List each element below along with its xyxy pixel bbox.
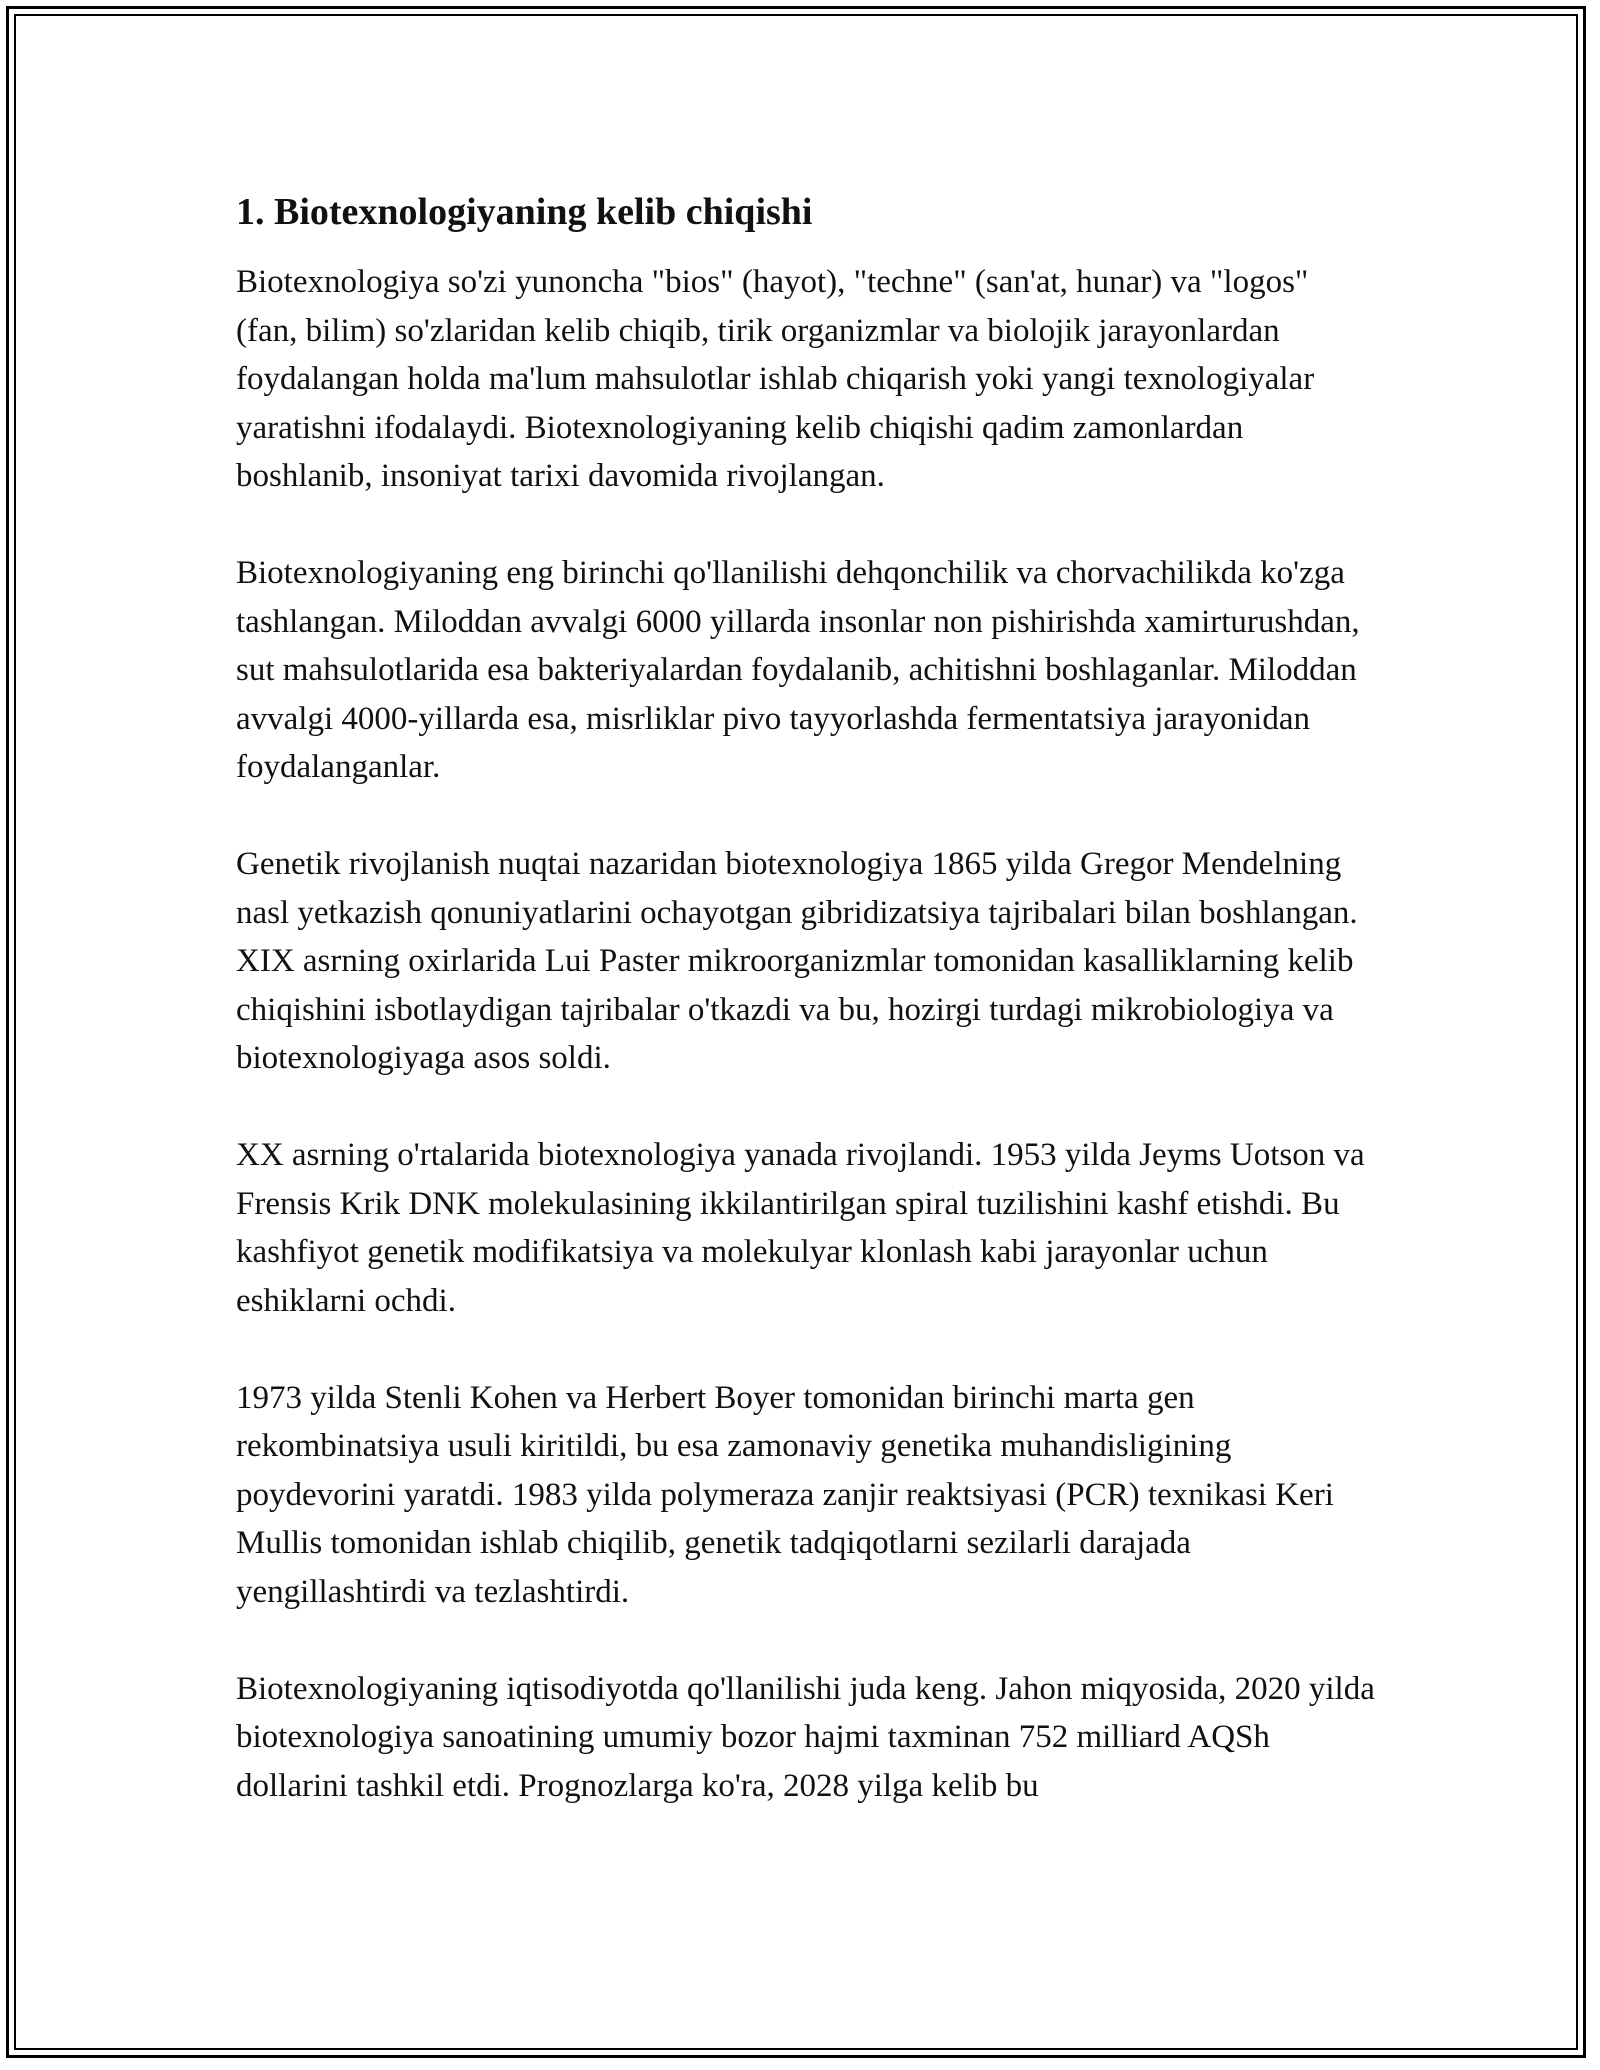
section-heading: 1. Biotexnologiyaning kelib chiqishi: [236, 191, 813, 233]
paragraph-dna-discovery: XX asrning o'rtalarida biotexnologiya yanada rivojlandi. 1953 yilda Jeyms Uotson va Frensis Krik DNK molekulasining ikkilantirilgan spiral tuzilishini kashf etishdi. Bu kashfiyot genetik modifikatsiya va molekulyar klonlash kabi jarayonlar uchun eshiklarni ochdi.: [236, 1137, 1365, 1319]
paragraph-early-uses: Biotexnologiyaning eng birinchi qo'llanilishi dehqonchilik va chorvachilikda ko'zga tashlangan. Miloddan avvalgi 6000 yillarda insonlar non pishirishda xamirturushdan, sut mahsulotlarida esa bakteriyalardan foydalanib, achitishni boshlaganlar. Miloddan avvalgi 4000-yillarda esa, misrliklar pivo tayyorlashda fermentatsiya jarayonidan foydalanganlar.: [236, 555, 1360, 785]
paragraph-recombination-pcr: 1973 yilda Stenli Kohen va Herbert Boyer tomonidan birinchi marta gen rekombinatsiya usuli kiritildi, bu esa zamonaviy genetika muhandisligining poydevorini yaratdi. 1983 yilda polymeraza zanjir reaktsiyasi (PCR) texnikasi Keri Mullis tomonidan ishlab chiqilib, genetik tadqiqotlarni sezilarli darajada yengillashtirdi va tezlashtirdi.: [236, 1379, 1334, 1610]
paragraph-etymology: Biotexnologiya so'zi yunoncha "bios" (hayot), "techne" (san'at, hunar) va "logos" (fan, bilim) so'zlaridan kelib chiqib, tirik organizmlar va biolojik jarayonlardan foydalangan holda ma'lum mahsulotlar ishlab chiqarish yoki yangi texnologiyalar yaratishni ifodalaydi. Biotexnologiyaning kelib chiqishi qadim zamonlardan boshlanib, insoniyat tarixi davomida rivojlangan.: [236, 264, 1315, 494]
paragraph-genetics-origins: Genetik rivojlanish nuqtai nazaridan biotexnologiya 1865 yilda Gregor Mendelning nasl yetkazish qonuniyatlarini ochayotgan gibridizatsiya tajribalari bilan boshlangan. XIX asrning oxirlarida Lui Paster mikroorganizmlar tomonidan kasalliklarning kelib chiqishini isbotlaydigan tajribalar o'tkazdi va bu, hozirgi turdagi mikrobiologiya va biotexnologiyaga asos soldi.: [236, 846, 1358, 1076]
document-body: [236, 188, 1376, 1859]
paragraph-economics: Biotexnologiyaning iqtisodiyotda qo'llanilishi juda keng. Jahon miqyosida, 2020 yilda biotexnologiya sanoatining umumiy bozor hajmi taxminan 752 milliard AQSh dollarini tashkil etdi. Prognozlarga ko'ra, 2028 yilga kelib bu: [236, 1670, 1375, 1804]
